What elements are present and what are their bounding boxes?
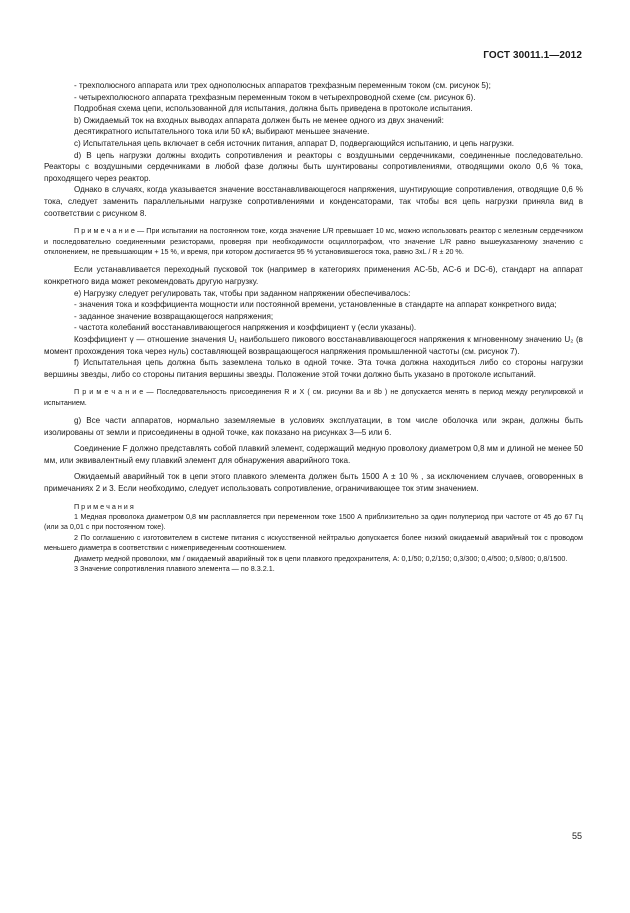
paragraph: c) Испытательная цепь включает в себя источник питания, аппарат D, подвергающийся испытанию, и цепь нагрузки. xyxy=(74,138,514,148)
note: Диаметр медной проволоки, мм / ожидаемый аварийный ток в цепи плавкого предохранителя, А: 0,1/50; 0,2/150; 0,3/300; 0,4/500; 0,5/800; 0,8/1500. xyxy=(74,553,568,563)
notes-title: П р и м е ч а н и я xyxy=(74,501,134,511)
paragraph: десятикратного испытательного тока или 50 кА; выбирают меньшее значение. xyxy=(74,127,370,137)
note: 3 Значение сопротивления плавкого элемента — по 8.3.2.1. xyxy=(74,564,275,574)
paragraph: Если устанавливается переходный пусковой ток (например в категориях применения AC-5b, AC-6 и DC-6), стандарт на аппарат конкретного вида может рекомендовать другую нагрузку. xyxy=(44,265,583,286)
document-body xyxy=(44,80,583,575)
note: 2 По соглашению с изготовителем в системе питания с искусственной нейтралью допускается более низкий ожидаемый аварийный ток с проводом меньшего диаметра в соответствии с нижеприведенным соотношением. xyxy=(44,532,583,553)
paragraph: e) Нагрузку следует регулировать так, чтобы при заданном напряжении обеспечивалось: xyxy=(74,288,411,298)
paragraph: Подробная схема цепи, использованной для испытания, должна быть приведена в протоколе испытания. xyxy=(74,104,473,114)
paragraph: - частота колебаний восстанавливающегося напряжения и коэффициент γ (если указаны). xyxy=(74,323,417,333)
document-code-header: ГОСТ 30011.1—2012 xyxy=(483,50,582,61)
paragraph: - трехполюсного аппарата или трех однополюсных аппаратов трехфазным переменным током (см. рисунок 5); xyxy=(74,81,491,90)
paragraph: d) В цепь нагрузки должны входить сопротивления и реакторы с воздушными сердечниками, соединенные последовательно. Реакторы с воздушными сердечниками в любой фазе должны быть шунтированы сопротивлениями, отводящими около 0,6 % тока, проходящего через реактор. xyxy=(44,150,583,183)
paragraph: - значения тока и коэффициента мощности или постоянной времени, установленные в стандарте на аппарат конкретного вида; xyxy=(74,300,557,310)
paragraph: Ожидаемый аварийный ток в цепи этого плавкого элемента должен быть 1500 А ± 10 % , за исключением случаев, оговоренных в примечаниях 2 и 3. Если необходимо, следует использовать сопротивление, ограничивающее ток этим значением. xyxy=(44,472,583,494)
paragraph: - четырехполюсного аппарата трехфазным переменным током в четырехпроводной схеме (см. рисунок 6). xyxy=(74,92,476,102)
note: П р и м е ч а н и е — Последовательность присоединения R и X ( см. рисунки 8а и 8b ) не допускается менять в период между регулировкой и испытанием. xyxy=(44,387,583,407)
paragraph: Однако в случаях, когда указывается значение восстанавливающегося напряжения, шунтирующие сопротивления, отводящие 0,6 % тока, следует заменить параллельными нагрузке сопротивлениями и конденсаторами, так чтобы вся цепь нагрузки приняла вид в соответствии с рисунком 8. xyxy=(44,185,583,218)
note: 1 Медная проволока диаметром 0,8 мм расплавляется при переменном токе 1500 А приблизительно за один полупериод при частоте от 45 до 67 Гц (или за 0,01 с при постоянном токе). xyxy=(44,512,583,532)
paragraph: Соединение F должно представлять собой плавкий элемент, содержащий медную проволоку диаметром 0,8 мм и длиной не менее 50 мм, или эквивалентный ему плавкий элемент для обнаружения аварийного тока. xyxy=(44,444,583,465)
paragraph: b) Ожидаемый ток на входных выводах аппарата должен быть не менее одного из двух значений: xyxy=(74,115,444,125)
note: П р и м е ч а н и е — При испытании на постоянном токе, когда значение L/R превышает 10 мс, можно использовать реактор с железным сердечником и последовательно соединенными резисторами, проверяя при необходимости осциллографом, что значение L/R равно вышеуказанному значению с отклонением, не превышающим + 15 %, и время, при котором достигается 95 % установившегося тока, равно 3xL / R ± 20 %. xyxy=(44,226,583,256)
paragraph: - заданное значение возвращающегося напряжения; xyxy=(74,311,274,321)
paragraph: g) Все части аппаратов, нормально заземляемые в условиях эксплуатации, в том числе оболочка или экран, должны быть изолированы от земли и присоединены в одной точке, как показано на рисунках 3—5 или 6. xyxy=(44,416,583,437)
paragraph: Коэффициент γ — отношение значения U₁ наибольшего пикового восстанавливающегося напряжения к мгновенному значению U₂ (в момент прохождения тока через нуль) составляющей возвращающегося напряжения промышленной частоты (см. рисунок 7). xyxy=(44,334,583,356)
paragraph: f) Испытательная цепь должна быть заземлена только в одной точке. Эта точка должна находиться либо со стороны нагрузки вершины звезды, либо со стороны питания вершины звезды. Положение этой точки должно быть указано в протоколе испытаний. xyxy=(44,358,583,379)
page-number: 55 xyxy=(571,831,582,841)
